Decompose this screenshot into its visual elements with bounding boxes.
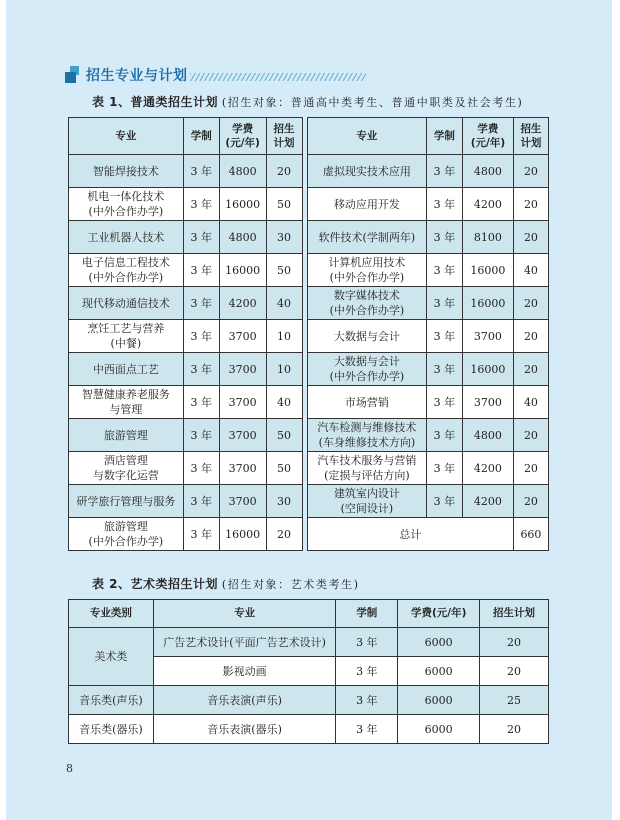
major-name-line: 软件技术(学制两年)	[318, 230, 416, 244]
duration-cell: 3 年	[426, 452, 462, 485]
major-cell	[307, 452, 426, 485]
duration-cell: 3 年	[426, 254, 462, 287]
duration-cell: 3 年	[426, 221, 462, 254]
header-plan: 招生计划	[480, 600, 549, 628]
duration-cell: 3 年	[426, 188, 462, 221]
major-name-line: 与数字化运营	[92, 469, 159, 482]
fee-cell: 16000	[462, 287, 513, 320]
fee-cell: 3700	[219, 419, 266, 452]
art-enrollment-table	[68, 599, 549, 744]
major-name-line: 机电一体化技术	[87, 190, 165, 203]
fee-cell: 3700	[219, 452, 266, 485]
page-number: 8	[66, 762, 73, 775]
major-name-line: 移动应用开发	[333, 197, 400, 211]
table-row	[69, 452, 549, 485]
major-name-line: 汽车技术服务与营销	[317, 454, 417, 467]
duration-cell: 3 年	[336, 715, 398, 744]
major-cell: 音乐表演(声乐)	[153, 686, 336, 715]
header-fee: 学费 (元/年)	[462, 118, 513, 155]
plan-cell: 20	[266, 155, 302, 188]
header-duration: 学制	[183, 118, 219, 155]
plan-cell: 10	[266, 320, 302, 353]
plan-cell: 20	[513, 485, 548, 518]
major-cell: 影视动画	[153, 657, 336, 686]
plan-cell: 20	[480, 628, 549, 657]
duration-cell: 3 年	[183, 320, 219, 353]
plan-cell: 20	[480, 657, 549, 686]
major-name-line: 汽车检测与维修技术	[317, 421, 417, 434]
major-cell	[307, 221, 426, 254]
plan-cell: 50	[266, 254, 302, 287]
plan-cell: 40	[513, 254, 548, 287]
fee-cell: 6000	[398, 657, 480, 686]
duration-cell: 3 年	[183, 188, 219, 221]
fee-cell: 16000	[462, 353, 513, 386]
fee-cell: 3700	[219, 320, 266, 353]
major-cell	[69, 386, 184, 419]
major-name-line: 虚拟现实技术应用	[322, 164, 411, 178]
major-cell	[69, 320, 184, 353]
fee-cell: 6000	[398, 715, 480, 744]
category-cell: 音乐类(声乐)	[69, 686, 154, 715]
table-row	[69, 628, 549, 657]
duration-cell: 3 年	[183, 452, 219, 485]
duration-cell: 3 年	[183, 485, 219, 518]
duration-cell: 3 年	[183, 518, 219, 551]
major-cell	[69, 254, 184, 287]
header-duration: 学制	[336, 600, 398, 628]
table-row	[69, 386, 549, 419]
major-name-line: 烹饪工艺与营养	[87, 322, 165, 335]
duration-cell: 3 年	[183, 221, 219, 254]
plan-cell: 20	[513, 188, 548, 221]
plan-cell: 20	[513, 155, 548, 188]
fee-cell: 6000	[398, 628, 480, 657]
table-row	[69, 485, 549, 518]
major-name-line: (定损与评估方向)	[324, 469, 410, 482]
plan-cell: 20	[513, 287, 548, 320]
major-cell	[307, 386, 426, 419]
table-row	[69, 221, 549, 254]
section-square-icon	[62, 64, 84, 86]
fee-cell: 4800	[219, 221, 266, 254]
fee-cell: 4200	[219, 287, 266, 320]
header-plan: 招生 计划	[513, 118, 548, 155]
major-name-line: (中外合作办学)	[329, 304, 405, 317]
page-margin	[612, 0, 620, 820]
duration-cell: 3 年	[183, 155, 219, 188]
duration-cell: 3 年	[183, 254, 219, 287]
general-enrollment-table	[68, 117, 549, 551]
major-name-line: 研学旅行管理与服务	[76, 494, 176, 508]
major-cell	[69, 188, 184, 221]
duration-cell: 3 年	[426, 485, 462, 518]
fee-cell: 3700	[219, 485, 266, 518]
major-name-line: 大数据与会计	[333, 329, 400, 343]
section-title: 招生专业与计划	[86, 68, 188, 84]
total-value: 660	[513, 518, 548, 551]
table-row	[69, 686, 549, 715]
major-cell: 广告艺术设计(平面广告艺术设计)	[153, 628, 336, 657]
fee-cell: 4200	[462, 485, 513, 518]
table1-caption	[92, 93, 523, 110]
total-row	[69, 518, 549, 551]
major-cell	[69, 155, 184, 188]
major-name-line: 旅游管理	[103, 520, 148, 533]
major-name-line: 建筑室内设计	[333, 487, 400, 500]
header-major: 专业	[307, 118, 426, 155]
fee-cell: 3700	[219, 386, 266, 419]
major-name-line: (车身维修技术方向)	[318, 436, 416, 449]
major-cell	[69, 353, 184, 386]
major-name-line: 数字媒体技术	[333, 289, 400, 302]
fee-cell: 3700	[462, 386, 513, 419]
category-cell: 音乐类(器乐)	[69, 715, 154, 744]
duration-cell: 3 年	[183, 419, 219, 452]
major-cell	[307, 155, 426, 188]
header-category: 专业类别	[69, 600, 154, 628]
plan-cell: 40	[266, 386, 302, 419]
fee-cell: 4200	[462, 188, 513, 221]
header-major: 专业	[153, 600, 336, 628]
major-name-line: 大数据与会计	[333, 355, 400, 368]
major-cell	[69, 419, 184, 452]
plan-cell: 20	[513, 452, 548, 485]
plan-cell: 10	[266, 353, 302, 386]
hatch-decoration	[190, 73, 366, 81]
table-row	[69, 287, 549, 320]
major-cell	[69, 287, 184, 320]
plan-cell: 50	[266, 188, 302, 221]
major-cell	[307, 254, 426, 287]
duration-cell: 3 年	[183, 353, 219, 386]
fee-cell: 6000	[398, 686, 480, 715]
fee-cell: 3700	[219, 353, 266, 386]
major-cell	[69, 518, 184, 551]
duration-cell: 3 年	[426, 155, 462, 188]
fee-cell: 16000	[462, 254, 513, 287]
fee-cell: 16000	[219, 518, 266, 551]
major-name-line: 计算机应用技术	[328, 256, 406, 269]
table-row	[69, 715, 549, 744]
fee-cell: 4800	[219, 155, 266, 188]
duration-cell: 3 年	[426, 287, 462, 320]
table-row	[69, 320, 549, 353]
major-cell	[69, 221, 184, 254]
major-cell	[307, 287, 426, 320]
major-name-line: (中外合作办学)	[329, 271, 405, 284]
duration-cell: 3 年	[426, 320, 462, 353]
plan-cell: 25	[480, 686, 549, 715]
major-name-line: 与管理	[109, 403, 143, 416]
fee-cell: 4200	[462, 452, 513, 485]
fee-cell: 3700	[462, 320, 513, 353]
major-cell	[69, 485, 184, 518]
duration-cell: 3 年	[426, 386, 462, 419]
major-cell	[307, 353, 426, 386]
major-name-line: (中外合作办学)	[329, 370, 405, 383]
plan-cell: 30	[266, 485, 302, 518]
major-name-line: (中外合作办学)	[88, 271, 164, 284]
fee-cell: 4800	[462, 155, 513, 188]
table1-caption-subtitle: (招生对象：普通高中类考生、普通中职类及社会考生)	[221, 96, 524, 109]
table-row	[69, 188, 549, 221]
section-header	[62, 64, 382, 86]
table1-header-row	[69, 118, 549, 155]
plan-cell: 20	[266, 518, 302, 551]
table-row	[69, 155, 549, 188]
plan-cell: 20	[513, 221, 548, 254]
table2-header-row	[69, 600, 549, 628]
major-name-line: 酒店管理	[103, 454, 148, 467]
major-cell	[307, 419, 426, 452]
table1-caption-title: 表 1、普通类招生计划	[92, 95, 219, 109]
major-name-line: 旅游管理	[103, 428, 148, 442]
plan-cell: 20	[513, 320, 548, 353]
major-cell	[307, 485, 426, 518]
major-name-line: 智慧健康养老服务	[81, 388, 170, 401]
category-cell: 美术类	[69, 628, 154, 686]
header-plan: 招生 计划	[266, 118, 302, 155]
table-row	[69, 254, 549, 287]
total-label: 总计	[307, 518, 513, 551]
plan-cell: 20	[513, 353, 548, 386]
duration-cell: 3 年	[336, 657, 398, 686]
major-cell	[307, 320, 426, 353]
fee-cell: 16000	[219, 188, 266, 221]
table-row	[69, 353, 549, 386]
header-fee: 学费 (元/年)	[219, 118, 266, 155]
duration-cell: 3 年	[426, 353, 462, 386]
major-cell	[69, 452, 184, 485]
duration-cell: 3 年	[336, 686, 398, 715]
major-name-line: (中餐)	[110, 337, 142, 350]
duration-cell: 3 年	[183, 386, 219, 419]
table2-caption	[92, 575, 360, 592]
major-name-line: (中外合作办学)	[88, 205, 164, 218]
plan-cell: 30	[266, 221, 302, 254]
plan-cell: 50	[266, 452, 302, 485]
plan-cell: 40	[266, 287, 302, 320]
major-name-line: 智能焊接技术	[92, 164, 159, 178]
major-name-line: 中西面点工艺	[92, 362, 159, 376]
header-fee: 学费(元/年)	[398, 600, 480, 628]
plan-cell: 20	[480, 715, 549, 744]
fee-cell: 16000	[219, 254, 266, 287]
major-name-line: (中外合作办学)	[88, 535, 164, 548]
major-name-line: (空间设计)	[340, 502, 394, 515]
major-cell: 音乐表演(器乐)	[153, 715, 336, 744]
fee-cell: 8100	[462, 221, 513, 254]
major-name-line: 工业机器人技术	[87, 230, 165, 244]
duration-cell: 3 年	[336, 628, 398, 657]
plan-cell: 50	[266, 419, 302, 452]
table2-caption-subtitle: (招生对象：艺术类考生)	[221, 578, 360, 591]
major-name-line: 市场营销	[344, 395, 389, 409]
major-name-line: 电子信息工程技术	[81, 256, 170, 269]
plan-cell: 40	[513, 386, 548, 419]
duration-cell: 3 年	[183, 287, 219, 320]
header-duration: 学制	[426, 118, 462, 155]
table2-caption-title: 表 2、艺术类招生计划	[92, 577, 219, 591]
plan-cell: 20	[513, 419, 548, 452]
duration-cell: 3 年	[426, 419, 462, 452]
major-name-line: 现代移动通信技术	[81, 296, 170, 310]
fee-cell: 4800	[462, 419, 513, 452]
header-major: 专业	[69, 118, 184, 155]
table-row	[69, 419, 549, 452]
major-cell	[307, 188, 426, 221]
